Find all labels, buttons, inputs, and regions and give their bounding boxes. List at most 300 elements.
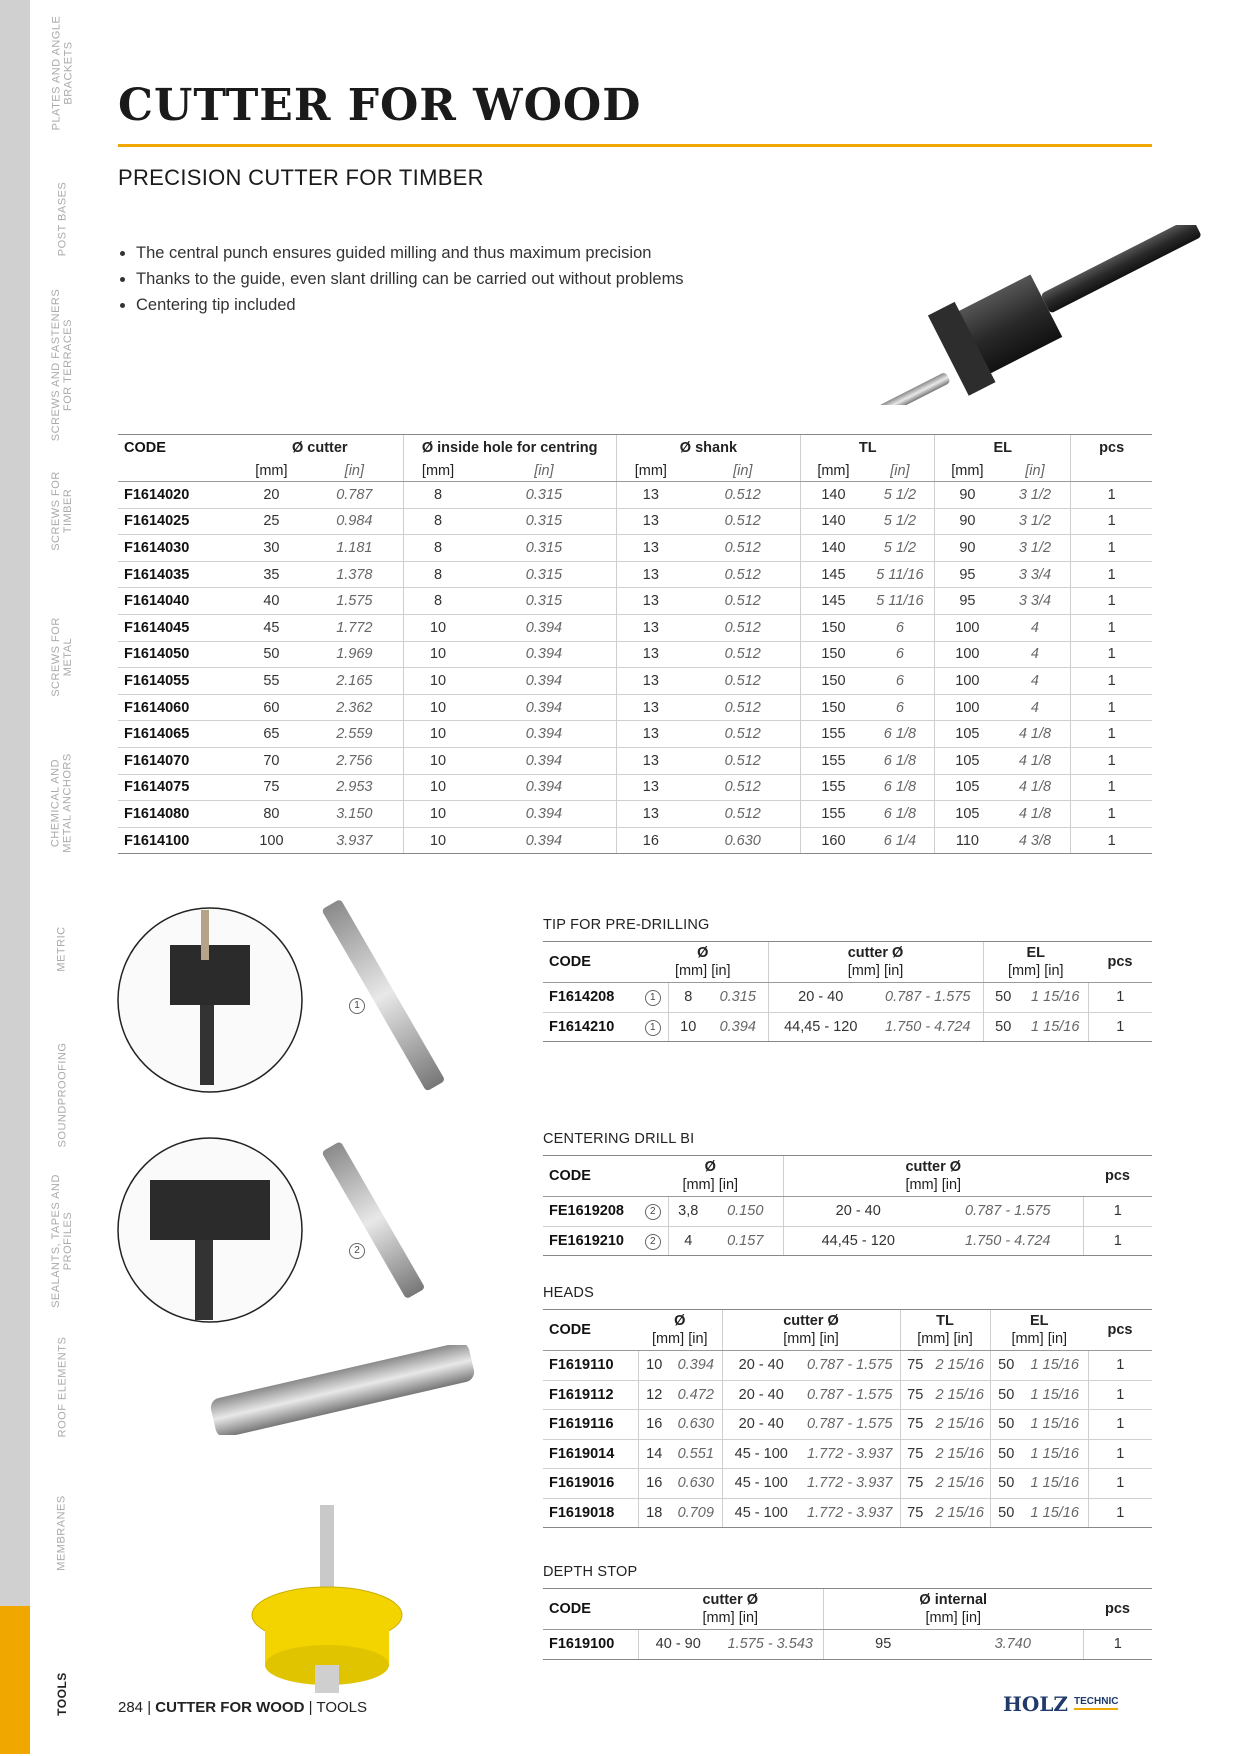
table-cell: 1 xyxy=(1071,508,1152,535)
table-cell: 1 15/16 xyxy=(1023,1012,1088,1042)
table-cell: 0.512 xyxy=(685,747,801,774)
unit-mm: [mm] xyxy=(237,461,306,482)
ref-circle: 2 xyxy=(645,1204,661,1220)
table-cell: 150 xyxy=(801,668,866,695)
table-row xyxy=(118,482,1152,509)
table-cell: 0.150 xyxy=(708,1197,783,1227)
table-cell: 1 xyxy=(1088,1469,1152,1499)
table-cell: 50 xyxy=(990,1410,1022,1440)
feature-item: • The central punch ensures guided milling and thus maximum precision xyxy=(136,244,684,263)
table-cell: 50 xyxy=(990,1469,1022,1499)
table-cell: 1 xyxy=(1083,1630,1152,1660)
col-pcs: pcs xyxy=(1088,942,1152,983)
table-cell: 10 xyxy=(403,721,472,748)
col-dia: Ø xyxy=(674,1313,686,1329)
table-cell: 100 xyxy=(935,694,1000,721)
table-cell: 0.630 xyxy=(670,1469,722,1499)
table-cell: 14 xyxy=(638,1439,670,1469)
sidebar-tab-label xyxy=(32,0,92,146)
table-cell: 2.756 xyxy=(306,747,403,774)
section-title: DEPTH STOP xyxy=(543,1564,638,1580)
table-cell: 140 xyxy=(801,482,866,509)
col-cutter: cutter Ø xyxy=(783,1313,839,1329)
table-row xyxy=(543,1380,1152,1410)
table-cell: 0.512 xyxy=(685,801,801,828)
table-cell: F1614208 xyxy=(543,983,638,1013)
unit-in: [in] xyxy=(472,461,616,482)
table-cell: 1 xyxy=(1071,641,1152,668)
table-cell: 1 xyxy=(1071,774,1152,801)
table-cell: 12 xyxy=(638,1380,670,1410)
unit-in: [in] xyxy=(866,461,935,482)
sidebar-tab xyxy=(0,1168,30,1316)
table-cell: 0.157 xyxy=(708,1226,783,1256)
table-cell: 100 xyxy=(935,614,1000,641)
table-cell: 5 1/2 xyxy=(866,508,935,535)
table-cell: F1614035 xyxy=(118,561,237,588)
table-cell: 4 1/8 xyxy=(1000,721,1071,748)
table-cell: 10 xyxy=(403,641,472,668)
page-number: 284 xyxy=(118,1699,144,1716)
sidebar-tab xyxy=(0,730,30,878)
table-row xyxy=(118,801,1152,828)
table-cell: 50 xyxy=(990,1380,1022,1410)
table-row xyxy=(543,1226,1152,1256)
table-cell: 1.750 - 4.724 xyxy=(933,1226,1083,1256)
table-cell: 0.512 xyxy=(685,535,801,562)
table-cell: 0.472 xyxy=(670,1380,722,1410)
table-cell: 0.787 - 1.575 xyxy=(933,1197,1083,1227)
table-cell: F1614040 xyxy=(118,588,237,615)
depth-stop-section xyxy=(543,1564,1152,1660)
table-row xyxy=(118,535,1152,562)
table-row xyxy=(118,588,1152,615)
table-row xyxy=(118,721,1152,748)
table-cell: 1.575 - 3.543 xyxy=(718,1630,823,1660)
table-cell: 20 - 40 xyxy=(768,983,873,1013)
table-cell: 20 - 40 xyxy=(722,1351,800,1381)
table-cell: 6 1/4 xyxy=(866,827,935,854)
ref-circle: 1 xyxy=(645,990,661,1006)
table-cell: 90 xyxy=(935,508,1000,535)
table-cell: 0.394 xyxy=(472,774,616,801)
sidebar-tab-label xyxy=(32,1460,92,1606)
table-cell: 1.969 xyxy=(306,641,403,668)
table-cell: F1614025 xyxy=(118,508,237,535)
table-cell: 155 xyxy=(801,801,866,828)
table-cell: 0.630 xyxy=(670,1410,722,1440)
table-cell: 105 xyxy=(935,747,1000,774)
table-cell: 105 xyxy=(935,721,1000,748)
table-cell: 35 xyxy=(237,561,306,588)
table-cell: 2.953 xyxy=(306,774,403,801)
table-cell: 2 15/16 xyxy=(930,1469,990,1499)
sidebar-tab xyxy=(0,438,30,586)
unit-in: [in] xyxy=(306,461,403,482)
table-cell: 0.512 xyxy=(685,721,801,748)
table-cell: 1 xyxy=(1083,1197,1152,1227)
table-cell: 90 xyxy=(935,482,1000,509)
table-cell: F1614050 xyxy=(118,641,237,668)
callout-2: 2 xyxy=(349,1243,365,1259)
table-cell: 75 xyxy=(900,1410,930,1440)
table-cell: 0.984 xyxy=(306,508,403,535)
table-cell: F1619110 xyxy=(543,1351,638,1381)
table-cell: 2 15/16 xyxy=(930,1498,990,1528)
heads-table xyxy=(543,1309,1152,1528)
table-cell: 150 xyxy=(801,641,866,668)
depth-stop-table xyxy=(543,1588,1152,1660)
table-cell: F1614100 xyxy=(118,827,237,854)
brand-logo-sub: TECHNIC xyxy=(1074,1696,1118,1710)
table-cell: 0.394 xyxy=(472,694,616,721)
table-cell: 55 xyxy=(237,668,306,695)
table-cell: 50 xyxy=(990,1351,1022,1381)
table-cell: 95 xyxy=(935,588,1000,615)
table-row xyxy=(118,747,1152,774)
table-cell: 40 - 90 xyxy=(638,1630,718,1660)
unit-label: [mm] [in] xyxy=(783,1331,839,1347)
table-cell: 45 - 100 xyxy=(722,1469,800,1499)
table-cell: 8 xyxy=(403,588,472,615)
table-cell: 20 - 40 xyxy=(722,1410,800,1440)
table-cell: 20 xyxy=(237,482,306,509)
table-cell: 0.315 xyxy=(708,983,768,1013)
table-cell: F1614020 xyxy=(118,482,237,509)
table-cell: 1 15/16 xyxy=(1022,1410,1088,1440)
table-cell: 1 15/16 xyxy=(1022,1469,1088,1499)
table-row xyxy=(543,1630,1152,1660)
sidebar-tab-label xyxy=(32,1664,92,1724)
col-shank: Ø shank xyxy=(616,435,801,462)
table-cell: 10 xyxy=(403,614,472,641)
table-cell: 8 xyxy=(403,561,472,588)
sidebar-tab-label xyxy=(32,730,92,876)
footer-category: TOOLS xyxy=(316,1699,367,1716)
table-cell: 160 xyxy=(801,827,866,854)
heads-section xyxy=(543,1285,1152,1528)
ref-circle: 2 xyxy=(645,1234,661,1250)
sidebar-tab-label xyxy=(32,876,92,1022)
col-internal: Ø internal xyxy=(919,1592,988,1608)
table-cell: 13 xyxy=(616,721,685,748)
table-cell: 1 xyxy=(1088,1410,1152,1440)
depth-stop-image xyxy=(245,1505,410,1695)
table-cell: 8 xyxy=(668,983,708,1013)
table-cell: 5 1/2 xyxy=(866,482,935,509)
title-rule xyxy=(118,144,1152,147)
section-title: TIP FOR PRE-DRILLING xyxy=(543,917,710,933)
table-cell: 10 xyxy=(403,668,472,695)
sidebar-tab xyxy=(0,0,30,148)
sidebar-tab-text: SCREWS FOR TIMBER xyxy=(50,471,74,551)
table-row xyxy=(543,1351,1152,1381)
col-el: EL xyxy=(935,435,1071,462)
section-title: HEADS xyxy=(543,1285,594,1301)
sidebar-tab-text: SCREWS FOR METAL xyxy=(50,617,74,697)
table-row xyxy=(118,614,1152,641)
table-cell: F1614060 xyxy=(118,694,237,721)
table-cell: 150 xyxy=(801,614,866,641)
table-cell: 70 xyxy=(237,747,306,774)
sidebar-tab-text: SEALANTS, TAPES AND PROFILES xyxy=(50,1174,74,1308)
table-cell: 0.787 xyxy=(306,482,403,509)
table-cell: 1 xyxy=(1088,1351,1152,1381)
sidebar-tab-text: SCREWS AND FASTENERS FOR TERRACES xyxy=(50,288,75,442)
table-cell: 0.394 xyxy=(472,668,616,695)
table-cell: 6 1/8 xyxy=(866,721,935,748)
col-tl: TL xyxy=(936,1313,954,1329)
table-cell: 90 xyxy=(935,535,1000,562)
table-cell: 13 xyxy=(616,668,685,695)
table-cell: 155 xyxy=(801,774,866,801)
table-cell: 0.394 xyxy=(472,721,616,748)
table-cell: 1 15/16 xyxy=(1022,1351,1088,1381)
table-cell: 0.512 xyxy=(685,774,801,801)
table-cell xyxy=(638,983,668,1013)
tip-table xyxy=(543,941,1152,1042)
table-cell: 60 xyxy=(237,694,306,721)
table-cell: 1 xyxy=(1071,721,1152,748)
table-cell xyxy=(638,1226,668,1256)
col-code: CODE xyxy=(543,1310,638,1351)
table-cell: 110 xyxy=(935,827,1000,854)
table-cell xyxy=(638,1012,668,1042)
page-title: CUTTER FOR WOOD xyxy=(118,80,642,131)
footer-separator: | xyxy=(308,1699,313,1716)
sidebar-tab-text: CHEMICAL AND METAL ANCHORS xyxy=(50,753,74,853)
unit-label: [mm] [in] xyxy=(674,963,731,979)
centering-drill-detail-image xyxy=(115,1135,495,1335)
unit-mm: [mm] xyxy=(935,461,1000,482)
table-cell: 45 xyxy=(237,614,306,641)
table-cell: F1619116 xyxy=(543,1410,638,1440)
table-cell: F1614070 xyxy=(118,747,237,774)
table-cell: 1 15/16 xyxy=(1022,1439,1088,1469)
sidebar-tab xyxy=(0,1606,30,1756)
table-cell: 6 1/8 xyxy=(866,774,935,801)
table-cell: 1.772 - 3.937 xyxy=(800,1469,900,1499)
table-cell: 3.740 xyxy=(943,1630,1083,1660)
col-dia: Ø xyxy=(704,1159,716,1175)
table-cell: 8 xyxy=(403,482,472,509)
table-cell: 50 xyxy=(990,1439,1022,1469)
table-cell: 0.551 xyxy=(670,1439,722,1469)
table-cell: 1 xyxy=(1071,561,1152,588)
cutter-product-image xyxy=(785,225,1205,405)
table-cell: 44,45 - 120 xyxy=(783,1226,933,1256)
feature-item: • Centering tip included xyxy=(136,296,684,315)
sidebar-tab-label xyxy=(32,1314,92,1460)
table-cell: 10 xyxy=(403,801,472,828)
table-cell: F1619018 xyxy=(543,1498,638,1528)
head-shank-image xyxy=(205,1345,480,1435)
table-row xyxy=(543,1469,1152,1499)
table-cell: 6 xyxy=(866,641,935,668)
table-row xyxy=(543,1498,1152,1528)
table-cell: 0.394 xyxy=(472,614,616,641)
section-title: CENTERING DRILL BI xyxy=(543,1131,695,1147)
table-cell: 2.559 xyxy=(306,721,403,748)
table-cell: 75 xyxy=(900,1498,930,1528)
table-cell: 4 1/8 xyxy=(1000,774,1071,801)
sidebar-tab xyxy=(0,1460,30,1608)
sidebar-tab-label xyxy=(32,438,92,584)
table-row xyxy=(543,1197,1152,1227)
table-cell: 13 xyxy=(616,774,685,801)
table-cell: 105 xyxy=(935,774,1000,801)
unit-label: [mm] [in] xyxy=(925,1610,982,1626)
table-cell: 10 xyxy=(668,1012,708,1042)
col-code: CODE xyxy=(543,942,638,983)
table-cell: 13 xyxy=(616,614,685,641)
centering-section xyxy=(543,1131,1152,1256)
col-dia: Ø xyxy=(697,945,709,961)
table-cell: 6 xyxy=(866,668,935,695)
table-cell: 0.315 xyxy=(472,561,616,588)
table-cell: 3.937 xyxy=(306,827,403,854)
table-cell: 10 xyxy=(403,747,472,774)
table-row xyxy=(543,1012,1152,1042)
table-cell: 13 xyxy=(616,508,685,535)
table-cell: 1.181 xyxy=(306,535,403,562)
col-pcs: pcs xyxy=(1088,1310,1152,1351)
col-cutter: cutter Ø xyxy=(702,1592,759,1608)
sidebar-tab xyxy=(0,292,30,440)
table-cell: 0.630 xyxy=(685,827,801,854)
table-cell: 95 xyxy=(823,1630,943,1660)
table-cell: FE1619210 xyxy=(543,1226,638,1256)
cutter-spec-table xyxy=(118,434,1152,854)
col-el: EL xyxy=(1026,945,1046,961)
table-cell: 44,45 - 120 xyxy=(768,1012,873,1042)
table-cell: 4 3/8 xyxy=(1000,827,1071,854)
table-cell: 50 xyxy=(983,983,1023,1013)
table-cell: FE1619208 xyxy=(543,1197,638,1227)
table-cell: 1 xyxy=(1088,1380,1152,1410)
table-cell: 2 15/16 xyxy=(930,1410,990,1440)
table-cell: 3 1/2 xyxy=(1000,535,1071,562)
sidebar-tab-text: TOOLS xyxy=(55,1672,69,1716)
sidebar-tab-text: MEMBRANES xyxy=(56,1495,68,1571)
table-cell: 155 xyxy=(801,721,866,748)
table-cell: 0.512 xyxy=(685,508,801,535)
table-cell xyxy=(638,1197,668,1227)
table-cell: 100 xyxy=(935,668,1000,695)
table-row xyxy=(118,508,1152,535)
col-cutter: cutter Ø xyxy=(847,945,904,961)
sidebar-tab-label xyxy=(32,584,92,730)
table-cell: 5 11/16 xyxy=(866,561,935,588)
page-footer xyxy=(118,1699,367,1716)
unit-label: [mm] [in] xyxy=(1007,963,1064,979)
table-cell: 2.165 xyxy=(306,668,403,695)
table-cell: 2 15/16 xyxy=(930,1439,990,1469)
table-row xyxy=(118,694,1152,721)
table-cell: 95 xyxy=(935,561,1000,588)
sidebar-tab-label xyxy=(32,146,92,292)
unit-label: [mm] [in] xyxy=(651,1331,708,1347)
unit-mm: [mm] xyxy=(403,461,472,482)
table-cell: 13 xyxy=(616,747,685,774)
feature-list xyxy=(118,244,684,322)
sidebar-tab-label xyxy=(32,1168,92,1314)
table-cell: 5 1/2 xyxy=(866,535,935,562)
page-subtitle: PRECISION CUTTER FOR TIMBER xyxy=(118,165,484,190)
table-cell: 1 xyxy=(1071,588,1152,615)
table-row xyxy=(118,641,1152,668)
table-row xyxy=(118,668,1152,695)
table-cell: 13 xyxy=(616,588,685,615)
table-cell: 75 xyxy=(900,1380,930,1410)
table-cell: 3 1/2 xyxy=(1000,482,1071,509)
sidebar-tab-label xyxy=(32,1022,92,1168)
table-cell: 0.709 xyxy=(670,1498,722,1528)
unit-label: [mm] [in] xyxy=(682,1177,739,1193)
table-cell: 1.772 - 3.937 xyxy=(800,1498,900,1528)
table-cell: 13 xyxy=(616,694,685,721)
col-el: EL xyxy=(1029,1313,1049,1329)
table-cell: F1619100 xyxy=(543,1630,638,1660)
table-cell: 1 xyxy=(1088,1498,1152,1528)
table-cell: F1614075 xyxy=(118,774,237,801)
col-code: CODE xyxy=(543,1589,638,1630)
table-cell: 45 - 100 xyxy=(722,1439,800,1469)
table-cell: 50 xyxy=(237,641,306,668)
table-cell: 25 xyxy=(237,508,306,535)
table-row xyxy=(543,1439,1152,1469)
unit-in: [in] xyxy=(1000,461,1071,482)
table-cell: 0.315 xyxy=(472,588,616,615)
sidebar-tab-text: PLATES AND ANGLE BRACKETS xyxy=(50,15,75,131)
table-cell: 1.772 - 3.937 xyxy=(800,1439,900,1469)
sidebar-tab-text: METRIC xyxy=(55,926,68,972)
table-cell: 2 15/16 xyxy=(930,1351,990,1381)
table-cell: 0.394 xyxy=(472,827,616,854)
ref-circle: 1 xyxy=(645,1020,661,1036)
sidebar-nav xyxy=(0,0,30,1754)
table-cell: 40 xyxy=(237,588,306,615)
table-cell: 0.315 xyxy=(472,482,616,509)
col-code: CODE xyxy=(118,435,237,462)
table-cell: 3 3/4 xyxy=(1000,561,1071,588)
table-cell: F1614065 xyxy=(118,721,237,748)
table-cell: 75 xyxy=(900,1469,930,1499)
table-cell: 13 xyxy=(616,641,685,668)
sidebar-tab xyxy=(0,1022,30,1170)
table-cell: F1614210 xyxy=(543,1012,638,1042)
table-cell: 65 xyxy=(237,721,306,748)
table-cell: F1614045 xyxy=(118,614,237,641)
table-cell: 0.315 xyxy=(472,508,616,535)
table-cell: 0.394 xyxy=(472,641,616,668)
table-cell: 1 xyxy=(1071,827,1152,854)
table-cell: 8 xyxy=(403,508,472,535)
table-cell: 0.512 xyxy=(685,614,801,641)
table-cell: 1 xyxy=(1088,1012,1152,1042)
table-cell: 4 xyxy=(1000,694,1071,721)
table-cell: 1 xyxy=(1083,1226,1152,1256)
table-cell: 1 xyxy=(1071,801,1152,828)
table-cell: 0.394 xyxy=(472,747,616,774)
table-cell: F1619112 xyxy=(543,1380,638,1410)
unit-label: [mm] [in] xyxy=(905,1177,962,1193)
footer-section: CUTTER FOR WOOD xyxy=(155,1699,305,1716)
col-code: CODE xyxy=(543,1156,638,1197)
table-cell: 1 xyxy=(1071,482,1152,509)
table-cell: 0.512 xyxy=(685,641,801,668)
table-cell: 3 3/4 xyxy=(1000,588,1071,615)
